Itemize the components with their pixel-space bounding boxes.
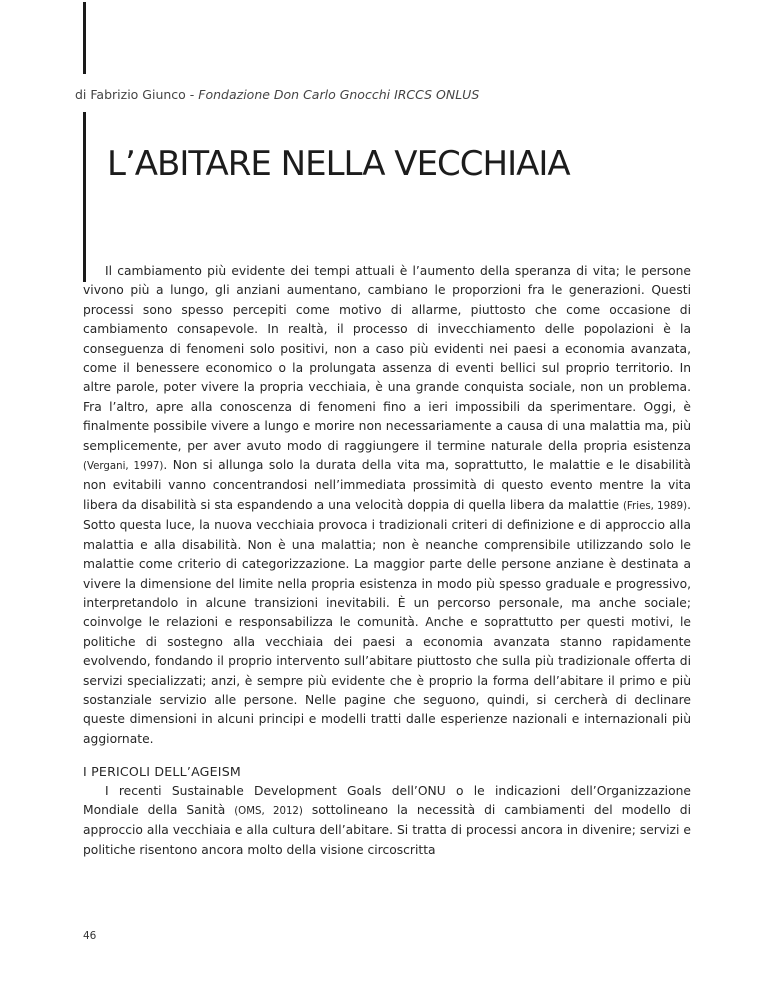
- article-title: L’ABITARE NELLA VECCHIAIA: [107, 144, 570, 184]
- section-heading: I PERICOLI DELL’AGEISM: [83, 764, 241, 780]
- page-number: 46: [83, 930, 97, 942]
- paragraph-text: I recenti Sustainable Development Goals dell’ONU o le indicazioni dell’Organizzazione Mondiale della Sanità: [83, 783, 691, 817]
- citation: (Vergani, 1997): [83, 461, 164, 473]
- citation: (Fries, 1989): [622, 500, 688, 512]
- byline: [75, 87, 715, 102]
- paragraph-text: . Sotto questa luce, la nuova vecchiaia provoca i tradizionali criteri di definizione e di approccio alla malattia e alla disabilità. Non è una malattia; non è neanche comprensibile utilizzando solo le malattie come criterio di categorizzazione. La maggior parte delle persone anziane è destinata a vivere la dimensione del limite nella propria esistenza in modo più spesso graduale e progressivo, interpretandolo in alcune transizioni inevitabili. È un percorso personale, ma anche sociale; coinvolge le relazioni e responsabilizza le comunità. Anche e soprattutto per questi motivi, le politiche di sostegno alla vecchiaia dei paesi a economia avanzata stanno rapidamente evolvendo, fondando il proprio intervento sull’abitare piuttosto che sulla più tradizionale offerta di servizi specializzati; anzi, è sempre più evidente che è proprio la forma dell’abitare il primo e più sostanziale servizio alle persone. Nelle pagine che seguono, quindi, si cercherà di declinare queste dimensioni in alcuni principi e modelli tratti dalle esperienze nazionali e internazionali più aggiornate.: [83, 497, 691, 746]
- citation: (OMS, 2012): [234, 805, 303, 817]
- paragraph-text: Il cambiamento più evidente dei tempi attuali è l’aumento della speranza di vita; le persone vivono più a lungo, gli anziani aumentano, cambiano le proporzioni fra le generazioni. Questi processi sono spesso percepiti come motivo di allarme, piuttosto che come occasione di cambiamento consapevole. In realtà, il processo di invecchiamento delle popolazioni è la conseguenza di fenomeni solo positivi, non a caso più evidenti nei paesi a economia avanzata, come il benessere economico o la prolungata assenza di eventi bellici sul proprio territorio. In altre parole, poter vivere la propria vecchiaia, è una grande conquista sociale, non un problema. Fra l’altro, apre alla conoscenza di fenomeni fino a ieri impossibili da sperimentare. Oggi, è finalmente possibile vivere a lungo e morire non necessariamente a causa di una malattia ma, più semplicemente, per aver avuto modo di raggiungere il termine naturale della propria esistenza: [83, 264, 691, 453]
- decorative-rule-top: [83, 2, 86, 74]
- decorative-rule-title: [83, 112, 86, 282]
- paragraph-text: . Non si allunga solo la durata della vita ma, soprattutto, le malattie e le disabilità non evitabili vanno concentrandosi nell’immediata prossimità di questo evento mentre la vita libera da disabilità si sta espandendo a una velocità doppia di quella libera da malattie: [83, 458, 691, 512]
- article-body: [83, 262, 691, 860]
- byline-affiliation: Fondazione Don Carlo Gnocchi IRCCS ONLUS: [198, 87, 480, 102]
- paragraph-intro: [83, 262, 691, 749]
- paragraph-text: sottolineano la necessità di cambiamenti del modello di approccio alla vecchiaia e alla cultura dell’abitare. Si tratta di processi ancora in divenire; servizi e politiche risentono ancora molto della visione circoscritta: [83, 802, 691, 857]
- byline-author: di Fabrizio Giunco -: [75, 87, 199, 102]
- paragraph-ageism: [83, 782, 691, 861]
